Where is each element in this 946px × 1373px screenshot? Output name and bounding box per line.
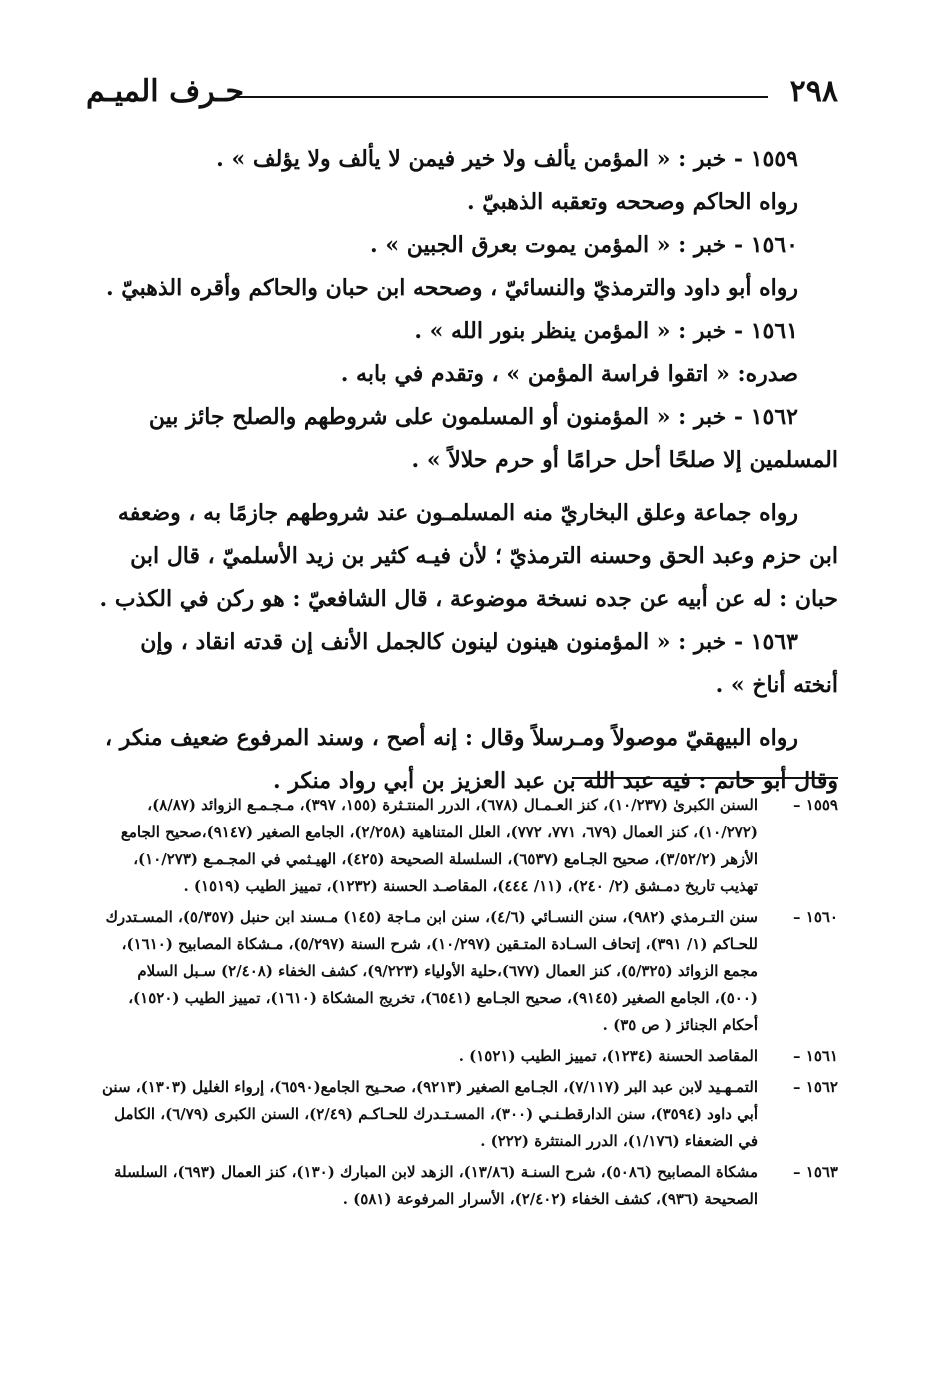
footnote-1563 xyxy=(95,1159,838,1213)
footnote-text: التمـهـيد لابن عبد البر (٧/١١٧)، الجـامع الصغير (٩٢١٣)، صحـيح الجامع(٦٥٩٠)، إرواء الغليل (١٣٠٣)، سنن أبي داود (٣٥٩٤)، سنن الدارقطـنـي (٣٠٠)، المسـتـدرك للحـاكـم (٢/٤٩)، السنن الكبرى (٦/٧٩)، الكامل في الضعفاء (١/١٧٦)، الدرر المنتثرة (٢٢٢) . xyxy=(102,1078,758,1150)
footnote-number: ١٥٦٢ – xyxy=(793,1078,838,1096)
page-number: ٢٩٨ xyxy=(789,74,838,109)
footnote-number: ١٥٦١ – xyxy=(793,1047,838,1065)
entry-1561: ١٥٦١ - خبر : « المؤمن ينظر بنور الله » . xyxy=(414,318,798,344)
footnote-text: المقاصد الحسنة (١٢٣٤)، تمييز الطيب (١٥٢١) . xyxy=(458,1047,758,1065)
footnote-1559 xyxy=(95,792,838,900)
running-title: حـرف الميـم xyxy=(86,74,245,109)
footnote-number: ١٥٦٣ – xyxy=(793,1163,838,1181)
footnote-number: ١٥٥٩ – xyxy=(793,796,838,814)
entry-1560: ١٥٦٠ - خبر : « المؤمن يموت بعرق الجبين » . xyxy=(370,232,798,258)
footnote-1562 xyxy=(95,1074,838,1155)
footnotes xyxy=(95,792,838,1217)
page-header xyxy=(86,74,838,114)
entry-1559: ١٥٥٩ - خبر : « المؤمن يألف ولا خير فيمن لا يألف ولا يؤلف » . xyxy=(216,146,798,172)
footnote-number: ١٥٦٠ – xyxy=(793,908,838,926)
main-text xyxy=(95,138,838,803)
commentary-1563: رواه البيهقيّ موصولاً ومـرسلاً وقال : إنه أصح ، وسند المرفوع ضعيف منكر ، وقال أبو حاتم : فيه عبد الله بن عبد العزيز بن أبي رواد منكر . xyxy=(105,725,838,794)
commentary-1560: رواه أبو داود والترمذيّ والنسائيّ ، وصححه ابن حبان والحاكم وأقره الذهبيّ . xyxy=(105,275,798,301)
header-rule xyxy=(236,96,768,98)
footnote-1560 xyxy=(95,904,838,1039)
footnote-separator xyxy=(572,777,838,779)
footnote-1561 xyxy=(95,1043,838,1070)
entry-1563: ١٥٦٣ - خبر : « المؤمنون هينون لينون كالجمل الأنف إن قدته انقاد ، وإن أنخته أناخ » . xyxy=(140,629,838,698)
footnote-text: السنن الكبرىٰ (١٠/٢٣٧)، كنز العـمـال (٦٧٨)، الدرر المنتـثرة (١٥٥، ٣٩٧)، مـجـمـع الزوائد (٨/٨٧)، (١٠/٢٧٢)، كنز العمال (٦٧٩، ٧٧١، ٧٧٢)، العلل المتناهية (٢/٢٥٨)، الجامع الصغير (٩١٤٧)،صحيح الجامع الأزهر (٣/٥٢/٢)، صحيح الجـامع (٦٥٣٧)، السلسلة الصحيحة (٤٢٥)، الهيـثمي في المجـمـع (١٠/٢٧٣)، تهذيب تاريخ دمـشق (٢/ ٢٤٠)، (١١/ ٤٤٤)، المقاصـد الحسنة (١٢٣٢)، تمييز الطيب (١٥١٩) . xyxy=(120,796,758,895)
entry-1562: ١٥٦٢ - خبر : « المؤمنون أو المسلمون على شروطهم والصلح جائز بين المسلمين إلا صلحًا أحل حرامًا أو حرم حلالاً » . xyxy=(148,404,838,473)
commentary-1559: رواه الحاكم وصححه وتعقبه الذهبيّ . xyxy=(466,189,798,215)
footnote-text: سنن التـرمذي (٩٨٢)، سنن النسـائي (٤/٦)، سنن ابن مـاجة (١٤٥) مـسند ابن حنبل (٥/٣٥٧)، المسـتدرك للحـاكم (١/ ٣٩١)، إتحاف السـادة المتـقين (١٠/٢٩٧)، شرح السنة (٥/٢٩٧)، مـشكاة المصابيح (١٦١٠)، مجمع الزوائد (٥/٣٢٥)، كنز العمال (٦٧٧)،حلية الأولياء (٩/٢٢٣)، كشف الخفاء (٢/٤٠٨) سـبل السلام (٥٠٠)، الجامع الصغير (٩١٤٥)، صحيح الجـامع (٦٥٤١)، تخريج المشكاة (١٦١٠)، تمييز الطيب (١٥٢٠)، أحكام الجنائز ( ص ٣٥) . xyxy=(105,908,758,1034)
footnote-text: مشكاة المصابيح (٥٠٨٦)، شرح السنـة (١٣/٨٦)، الزهد لابن المبارك (١٣٠)، كنز العمال (٦٩٣)، السلسلة الصحيحة (٩٣٦)، كشف الخفاء (٢/٤٠٢)، الأسرار المرفوعة (٥٨١) . xyxy=(113,1163,758,1208)
commentary-1561: صدره: « اتقوا فراسة المؤمن » ، وتقدم في بابه . xyxy=(340,361,798,387)
commentary-1562: رواه جماعة وعلق البخاريّ منه المسلمـون عند شروطهم جازمًا به ، وضعفه ابن حزم وعبد الحق وحسنه الترمذيّ ؛ لأن فيـه كثير بن زيد الأسلميّ ، قال ابن حبان : له عن أبيه عن جده نسخة موضوعة ، قال الشافعيّ : هو ركن في الكذب . xyxy=(99,500,838,612)
